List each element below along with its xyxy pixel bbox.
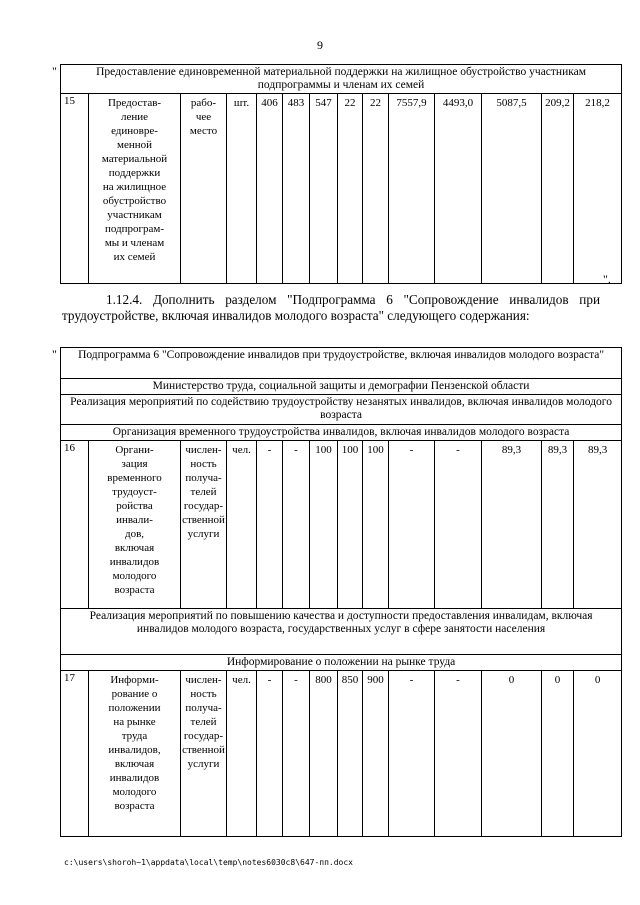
- value-cell: 406: [257, 94, 283, 284]
- table-subprogram-housing: [60, 64, 622, 284]
- value-cell: 800: [310, 671, 338, 837]
- value-cell: 7557,9: [389, 94, 435, 284]
- value-cell: 850: [338, 671, 363, 837]
- table1-header: Предоставление единовременной материальной поддержки на жилищное обустройство участникам подпрограммы и членам их семей: [61, 65, 622, 94]
- indicator-name: числен- ность получа- телей государ- ственной услуги: [181, 671, 227, 837]
- ministry-row: Министерство труда, социальной защиты и демографии Пензенской области: [61, 379, 622, 395]
- table-row: [61, 441, 622, 609]
- measure-name: Информи- рование о положении на рынке труда инвалидов, включая инвалидов молодого возраста: [89, 671, 181, 837]
- value-cell: 89,3: [574, 441, 622, 609]
- value-cell: 483: [283, 94, 310, 284]
- value-cell: 0: [482, 671, 542, 837]
- value-cell: -: [435, 441, 482, 609]
- unit-cell: чел.: [227, 671, 257, 837]
- value-cell: 5087,5: [482, 94, 542, 284]
- indicator-name: числен- ность получа- телей государ- ственной услуги: [181, 441, 227, 609]
- section-heading-1: Реализация мероприятий по содействию трудоустройству незанятых инвалидов, включая инвалидов молодого возраста: [61, 395, 622, 425]
- unit-cell: шт.: [227, 94, 257, 284]
- value-cell: -: [435, 671, 482, 837]
- value-cell: 89,3: [482, 441, 542, 609]
- value-cell: 89,3: [542, 441, 574, 609]
- value-cell: 4493,0: [435, 94, 482, 284]
- row-number: 17: [61, 671, 89, 837]
- amendment-paragraph: 1.12.4. Дополнить разделом "Подпрограмма 6 "Сопровождение инвалидов при трудоустройстве, включая инвалидов молодого возраста" следующего содержания:: [62, 292, 600, 323]
- subprogram-title: Подпрограмма 6 "Сопровождение инвалидов при трудоустройстве, включая инвалидов молодого возраста": [61, 348, 622, 379]
- value-cell: -: [257, 671, 283, 837]
- value-cell: 900: [363, 671, 389, 837]
- unit-cell: чел.: [227, 441, 257, 609]
- value-cell: 209,2: [542, 94, 574, 284]
- measure-name: Органи- зация временного трудоуст- ройства инвали- дов, включая инвалидов молодого возраста: [89, 441, 181, 609]
- value-cell: 218,2: [574, 94, 622, 284]
- value-cell: 22: [363, 94, 389, 284]
- opening-quote-2: ": [52, 347, 57, 361]
- row-number: 15: [61, 94, 89, 284]
- table-subprogram-6: [60, 347, 622, 837]
- value-cell: -: [283, 441, 310, 609]
- value-cell: 100: [338, 441, 363, 609]
- value-cell: 0: [574, 671, 622, 837]
- table-row: [61, 94, 622, 284]
- value-cell: 547: [310, 94, 338, 284]
- value-cell: 100: [310, 441, 338, 609]
- value-cell: -: [257, 441, 283, 609]
- section-heading-2: Реализация мероприятий по повышению качества и доступности предоставления инвалидам, включая инвалидов молодого возраста, государственных услуг в сфере занятости населения: [61, 609, 622, 655]
- subsection-heading-2: Информирование о положении на рынке труда: [61, 655, 622, 671]
- page-number: 9: [317, 38, 323, 52]
- measure-name: Предостав- ление единовре- менной материальной поддержки на жилищное обустройство участникам подпрограм- мы и членам их семей: [89, 94, 181, 284]
- value-cell: 22: [338, 94, 363, 284]
- value-cell: -: [389, 441, 435, 609]
- value-cell: 100: [363, 441, 389, 609]
- indicator-name: рабо- чее место: [181, 94, 227, 284]
- value-cell: -: [389, 671, 435, 837]
- closing-quote: ".: [603, 272, 611, 286]
- value-cell: 0: [542, 671, 574, 837]
- subsection-heading-1: Организация временного трудоустройства инвалидов, включая инвалидов молодого возраста: [61, 425, 622, 441]
- row-number: 16: [61, 441, 89, 609]
- table-row: [61, 671, 622, 837]
- value-cell: -: [283, 671, 310, 837]
- file-path-footer: c:\users\shoroh~1\appdata\local\temp\notes6030c8\647-пп.docx: [64, 858, 353, 867]
- opening-quote: ": [52, 64, 57, 78]
